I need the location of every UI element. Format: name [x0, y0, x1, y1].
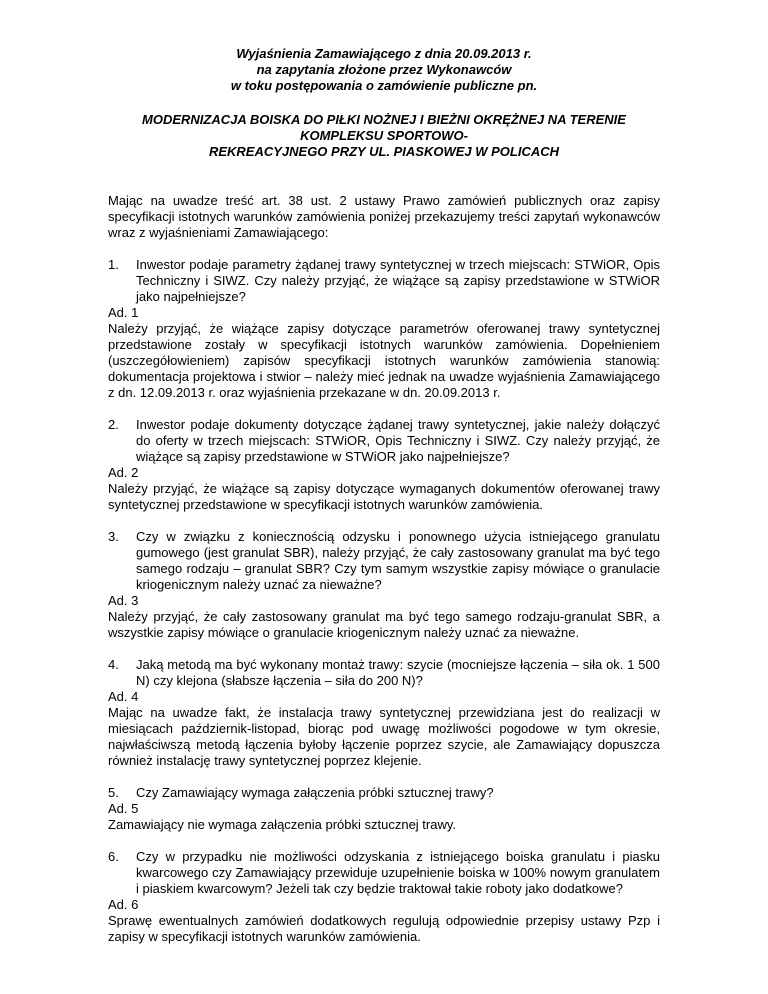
document-subject [108, 112, 660, 160]
question-number: 6. [108, 849, 119, 864]
qa-item [108, 529, 660, 641]
answer-label: Ad. 2 [108, 465, 139, 480]
question [108, 785, 660, 801]
document-header [108, 46, 660, 94]
question [108, 657, 660, 689]
question-number: 5. [108, 785, 119, 800]
header-line: Wyjaśnienia Zamawiającego z dnia 20.09.2013 r. [236, 46, 532, 61]
answer-label: Ad. 4 [108, 689, 139, 704]
question-text: Czy w przypadku nie możliwości odzyskania z istniejącego boiska granulatu i piasku kwarcowego czy Zamawiający przewiduje uzupełnienie boiska w 100% nowym granulatem i piaskiem kwarcowym? Jeżeli tak czy będzie traktował takie roboty jako dodatkowe? [136, 849, 660, 896]
question-number: 3. [108, 529, 119, 544]
answer-text: Należy przyjąć, że wiążące są zapisy dotyczące wymaganych dokumentów oferowanej trawy syntetycznej przedstawione w specyfikacji istotnych warunków zamówienia. [108, 481, 660, 512]
answer-text: Należy przyjąć, że wiążące zapisy dotyczące parametrów oferowanej trawy syntetycznej przedstawione zostały w specyfikacji istotnych warunków zamówienia. Dopełnieniem (uszczegółowieniem) zapisów specyfikacji istotnych warunków zamówienia stanowią: dokumentacja projektowa i stwior – należy mieć jednak na uwadze wyjaśnienia Zamawiającego z dn. 12.09.2013 r. oraz wyjaśnienia przekazane w dn. 20.09.2013 r. [108, 321, 660, 400]
qa-item [108, 657, 660, 769]
answer-text: Mając na uwadze fakt, że instalacja trawy syntetycznej przewidziana jest do realizacji w miesiącach październik-listopad, biorąc pod uwagę możliwości pogodowe w tym okresie, najwłaściwszą metodą łączenia byłoby łączenie poprzez szycie, ale Zamawiający dopuszcza również instalację trawy syntetycznej poprzez klejenie. [108, 705, 660, 768]
qa-item [108, 417, 660, 513]
question [108, 257, 660, 305]
question-number: 4. [108, 657, 119, 672]
answer-label: Ad. 6 [108, 897, 139, 912]
answer-label: Ad. 1 [108, 305, 139, 320]
question-text: Inwestor podaje dokumenty dotyczące żądanej trawy syntetycznej, jakie należy dołączyć do oferty w trzech miejscach: STWiOR, Opis Techniczny i SIWZ. Czy należy przyjąć, że wiążące są zapisy przedstawione w STWiOR jako najpełniejsze? [136, 417, 660, 464]
answer-label: Ad. 5 [108, 801, 139, 816]
header-line: na zapytania złożone przez Wykonawców [256, 62, 512, 77]
question [108, 417, 660, 465]
qa-item [108, 785, 660, 833]
subject-line: MODERNIZACJA BOISKA DO PIŁKI NOŻNEJ I BIEŻNI OKRĘŻNEJ NA TERENIE KOMPLEKSU SPORTOWO- [142, 112, 626, 143]
question-text: Czy Zamawiający wymaga załączenia próbki sztucznej trawy? [136, 785, 494, 800]
intro-paragraph: Mając na uwadze treść art. 38 ust. 2 ustawy Prawo zamówień publicznych oraz zapisy specyfikacji istotnych warunków zamówienia poniżej przekazujemy treści zapytań wykonawców wraz z wyjaśnieniami Zamawiającego: [108, 193, 660, 240]
header-line: w toku postępowania o zamówienie publiczne pn. [230, 78, 538, 93]
question-text: Jaką metodą ma być wykonany montaż trawy: szycie (mocniejsze łączenia – siła ok. 1 500 N) czy klejona (słabsze łączenia – siła do 200 N)? [136, 657, 660, 688]
question-number: 1. [108, 257, 119, 272]
document-page [108, 46, 660, 945]
question-text: Czy w związku z koniecznością odzysku i ponownego użycia istniejącego granulatu gumowego (jest granulat SBR), należy przyjąć, że cały zastosowany granulat ma być tego samego rodzaju – granulat SBR? Czy tym samym wszystkie zapisy mówiące o granulacie kriogenicznym należy uznać za nieważne? [136, 529, 660, 592]
subject-line: REKREACYJNEGO PRZY UL. PIASKOWEJ W POLICACH [208, 144, 560, 159]
question-text: Inwestor podaje parametry żądanej trawy syntetycznej w trzech miejscach: STWiOR, Opis Techniczny i SIWZ. Czy należy przyjąć, że wiążące są zapisy przedstawione w STWiOR jako najpełniejsze? [136, 257, 660, 304]
answer-text: Zamawiający nie wymaga załączenia próbki sztucznej trawy. [108, 817, 457, 832]
question-number: 2. [108, 417, 119, 432]
answer-text: Należy przyjąć, że cały zastosowany granulat ma być tego samego rodzaju-granulat SBR, a wszystkie zapisy mówiące o granulacie kriogenicznym należy uznać za nieważne. [108, 609, 660, 640]
qa-item [108, 849, 660, 945]
question [108, 849, 660, 897]
answer-label: Ad. 3 [108, 593, 139, 608]
answer-text: Sprawę ewentualnych zamówień dodatkowych regulują odpowiednie przepisy ustawy Pzp i zapisy w specyfikacji istotnych warunków zamówienia. [108, 913, 660, 944]
question [108, 529, 660, 593]
qa-item [108, 257, 660, 401]
